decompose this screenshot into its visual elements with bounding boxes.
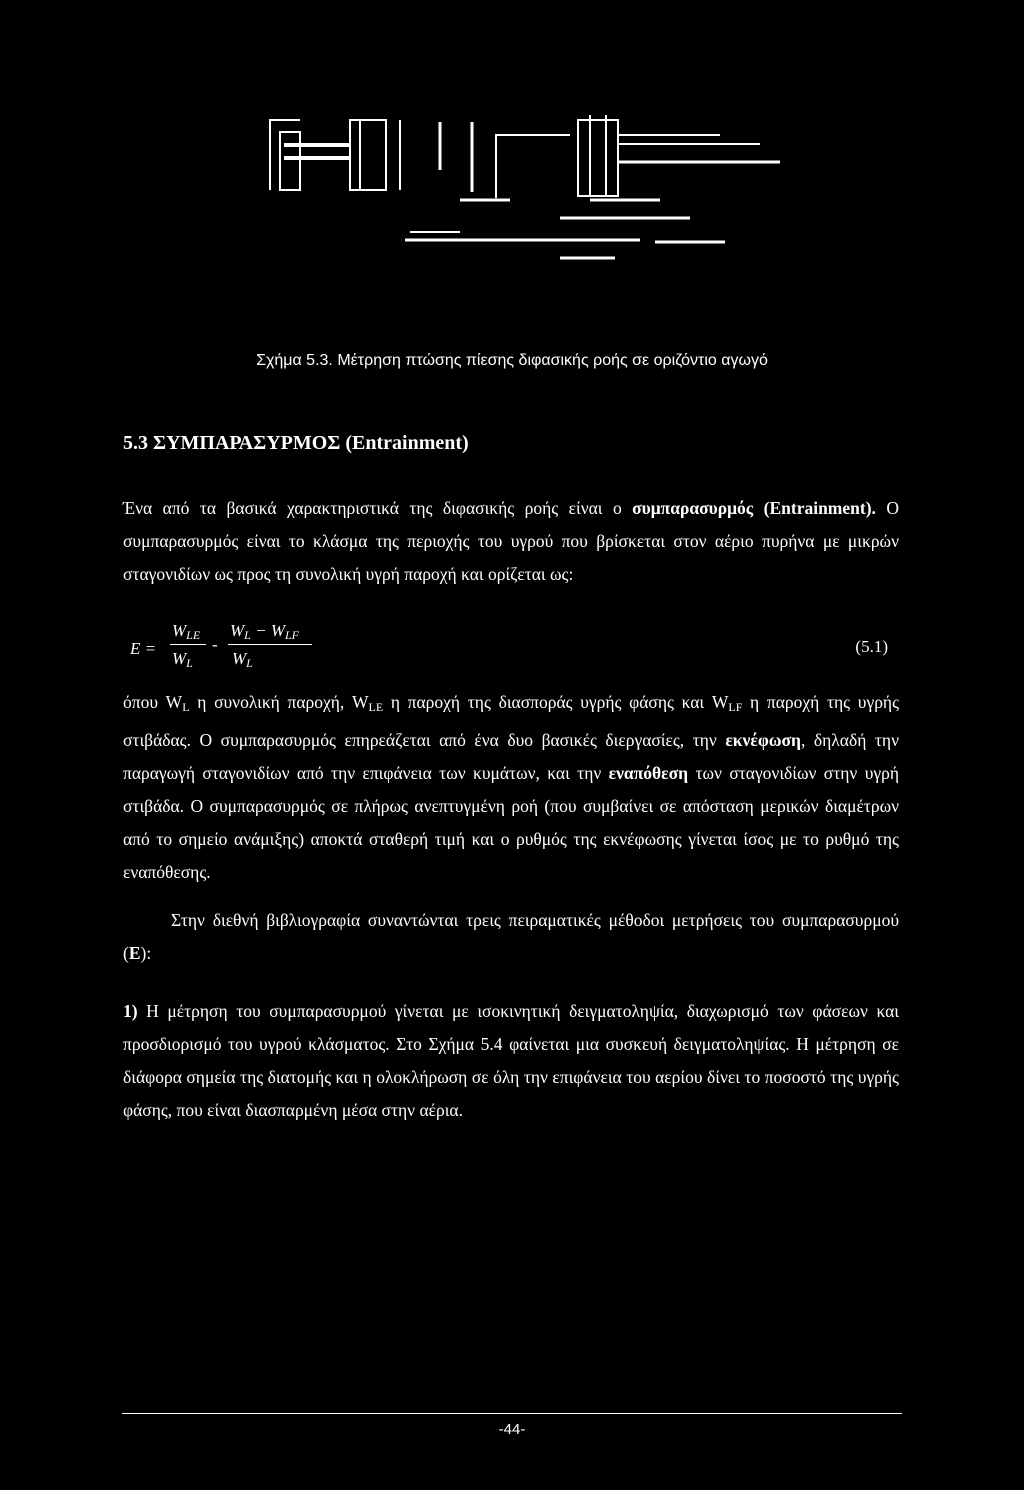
eq-num2: [230, 621, 299, 643]
subscript: L: [182, 700, 190, 714]
text-run: ):: [140, 943, 152, 963]
fraction-bar: [228, 644, 312, 645]
paragraph-methods-intro: [123, 904, 899, 970]
text-run: Ο συμπαρασυρμός είναι το κλάσμα της περιοχής του υγρού που βρίσκεται στον αέριο πυρήνα με μικρών σταγονιδίων ως προς τη συνολική υγρή παροχή και ορίζεται ως:: [123, 498, 900, 584]
eq-sub: L: [244, 628, 251, 642]
paragraph-intro: [123, 492, 899, 591]
figure-caption: [0, 352, 1024, 370]
fraction-bar: [170, 644, 206, 645]
bold-term: εκνέφωση: [725, 730, 801, 750]
eq-sub: LF: [285, 628, 300, 642]
text-run: Ένα από τα βασικά χαρακτηριστικά της διφασικής ροής είναι ο: [123, 498, 633, 518]
caption-label: Σχήμα 5.3.: [256, 352, 333, 369]
equation-5-1: [130, 617, 900, 689]
eq-var: W: [232, 649, 247, 668]
eq-var: W: [172, 621, 187, 640]
text-run: Η μέτρηση του συμπαρασυρμού γίνεται με ισοκινητική δειγματοληψία, διαχωρισμό των φάσεων και προσδιορισμό του υγρού κλάσματος. Στο Σχήμα 5.4 φαίνεται μια συσκευή δειγματοληψίας. Η μέτρηση σε διάφορα σημεία της διατομής και η ολοκλήρωση σε όλη την επιφάνεια του αερίου δίνει το ποσοστό της υγρής φάσης, που είναι διασπαρμένη μέσα στην αέρια.: [123, 1001, 899, 1120]
eq-op: − W: [250, 621, 285, 640]
text-run: , δηλαδή την παραγωγή σταγονιδίων από την επιφάνεια των κυμάτων, και την: [123, 730, 899, 783]
bold-term: Ε: [128, 943, 141, 963]
eq-sub: LE: [186, 628, 201, 642]
eq-var: W: [230, 621, 245, 640]
page-number: -44-: [498, 1421, 526, 1438]
text-run: όπου W: [123, 692, 183, 712]
bold-term: συμπαρασυρμός (Entrainment).: [632, 498, 876, 518]
paragraph-method-1: [123, 995, 899, 1127]
apparatus-figure: [260, 110, 800, 280]
text-run: η παροχή της υγρής στιβάδας. Ο συμπαρασυρμός επηρεάζεται από ένα δυο βασικές διεργασίες, την: [123, 692, 900, 750]
eq-den2: [232, 649, 253, 671]
eq-sub: L: [246, 656, 253, 670]
subscript: LF: [728, 700, 743, 714]
text-run: η παροχή της διασποράς υγρής φάσης και W: [383, 692, 729, 712]
list-number: 1): [123, 1001, 138, 1021]
section-heading: 5.3 ΣΥΜΠΑΡΑΣΥΡΜΟΣ (Entrainment): [123, 432, 469, 454]
bold-term: εναπόθεση: [608, 763, 689, 783]
text-run: η συνολική παροχή, W: [189, 692, 369, 712]
subscript: LE: [368, 700, 384, 714]
text-run: Στην διεθνή βιβλιογραφία συναντώνται τρεις πειραματικές μέθοδοι μετρήσεις του συμπαρασυρμού (: [123, 910, 899, 963]
caption-text: Μέτρηση πτώσης πίεσης διφασικής ροής σε οριζόντιο αγωγό: [332, 352, 768, 369]
eq-den1: [172, 649, 193, 671]
eq-sub: L: [186, 656, 193, 670]
eq-minus: -: [212, 635, 218, 654]
text-run: των σταγονιδίων στην υγρή στιβάδα. Ο συμπαρασυρμός σε πλήρως ανεπτυγμένη ροή (που συμβαίνει σε απόσταση μερικών διαμέτρων από το σημείο ανάμιξης) αποκτά σταθερή τιμή και ο ρυθμός της εκνέφωσης γίνεται ίσος με το ρυθμό της εναπόθεσης.: [123, 763, 899, 882]
footer-rule: [122, 1413, 902, 1414]
paragraph-definitions: [123, 686, 899, 889]
eq-num1: [172, 621, 200, 643]
pipe-apparatus-drawing: [270, 115, 780, 258]
eq-lhs: E =: [130, 639, 157, 658]
equation-number: (5.1): [855, 637, 888, 656]
eq-var: W: [172, 649, 187, 668]
